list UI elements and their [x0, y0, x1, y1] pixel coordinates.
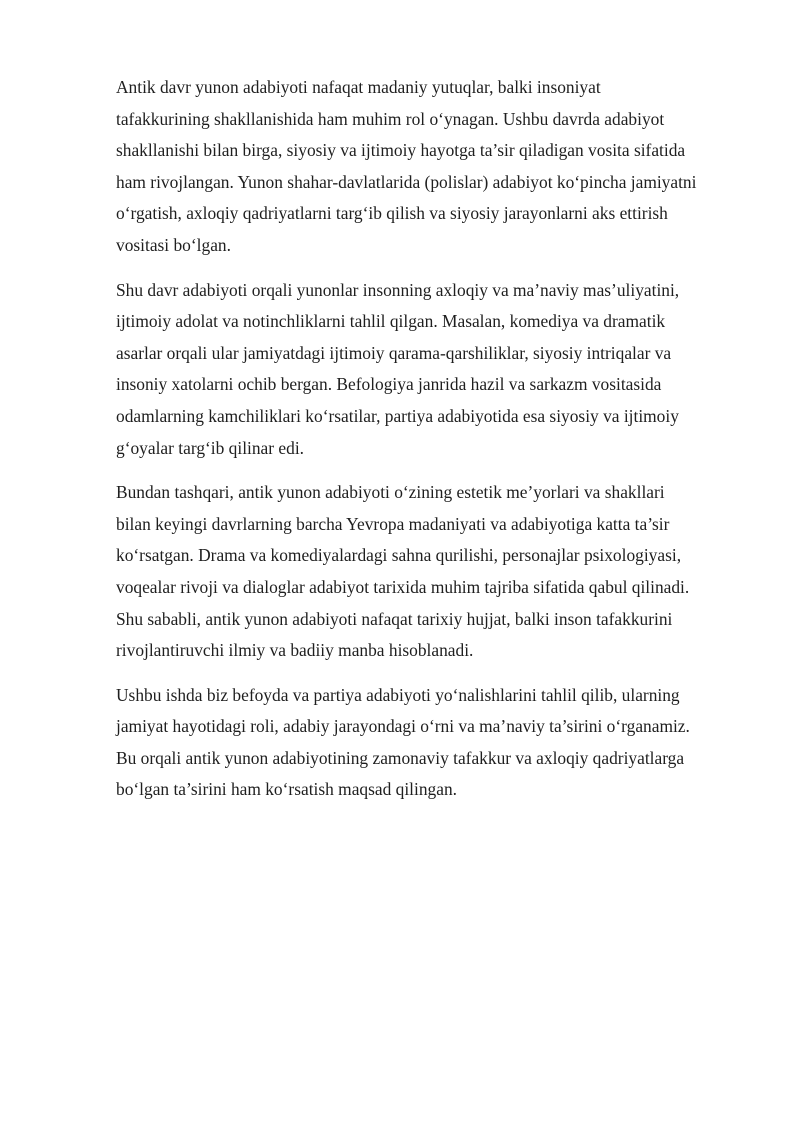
- paragraph-1: Antik davr yunon adabiyoti nafaqat madaniy yutuqlar, balki insoniyat tafakkurining shakllanishida ham muhim rol o‘ynagan. Ushbu davrda adabiyot shakllanishi bilan birga, siyosiy va ijtimoiy hayotga ta’sir qiladigan vosita sifatida ham rivojlangan. Yunon shahar-davlatlarida (polislar) adabiyot ko‘pincha jamiyatni o‘rgatish, axloqiy qadriyatlarni targ‘ib qilish va siyosiy jarayonlarni aks ettirish vositasi bo‘lgan.: [116, 77, 697, 255]
- paragraph-4: Ushbu ishda biz befoyda va partiya adabiyoti yo‘nalishlarini tahlil qilib, ularning jamiyat hayotidagi roli, adabiy jarayondagi o‘rni va ma’naviy ta’sirini o‘rganamiz. Bu orqali antik yunon adabiyotining zamonaviy tafakkur va axloqiy qadriyatlarga bo‘lgan ta’sirini ham ko‘rsatish maqsad qilingan.: [116, 684, 690, 800]
- paragraph-3: Bundan tashqari, antik yunon adabiyoti o‘zining estetik me’yorlari va shakllari bilan keyingi davrlarning barcha Yevropa madaniyati va adabiyotiga katta ta’sir ko‘rsatgan. Drama va komediyalardagi sahna qurilishi, personajlar psixologiyasi, voqealar rivoji va dialoglar adabiyot tarixida muhim tajriba sifatida qabul qilinadi. Shu sababli, antik yunon adabiyoti nafaqat tarixiy hujjat, balki inson tafakkurini rivojlantiruvchi ilmiy va badiiy manba hisoblanadi.: [116, 482, 690, 661]
- paragraph-2: Shu davr adabiyoti orqali yunonlar insonning axloqiy va ma’naviy mas’uliyatini, ijtimoiy adolat va notinchliklarni tahlil qilgan. Masalan, komediya va dramatik asarlar orqali ular jamiyatdagi ijtimoiy qarama-qarshiliklar, siyosiy intriqalar va insoniy xatolarni ochib bergan. Befologiya janrida hazil va sarkazm vositasida odamlarning kamchiliklari ko‘rsatilar, partiya adabiyotida esa siyosiy va ijtimoiy g‘oyalar targ‘ib qilinar edi.: [116, 279, 680, 458]
- document-body: [116, 72, 748, 819]
